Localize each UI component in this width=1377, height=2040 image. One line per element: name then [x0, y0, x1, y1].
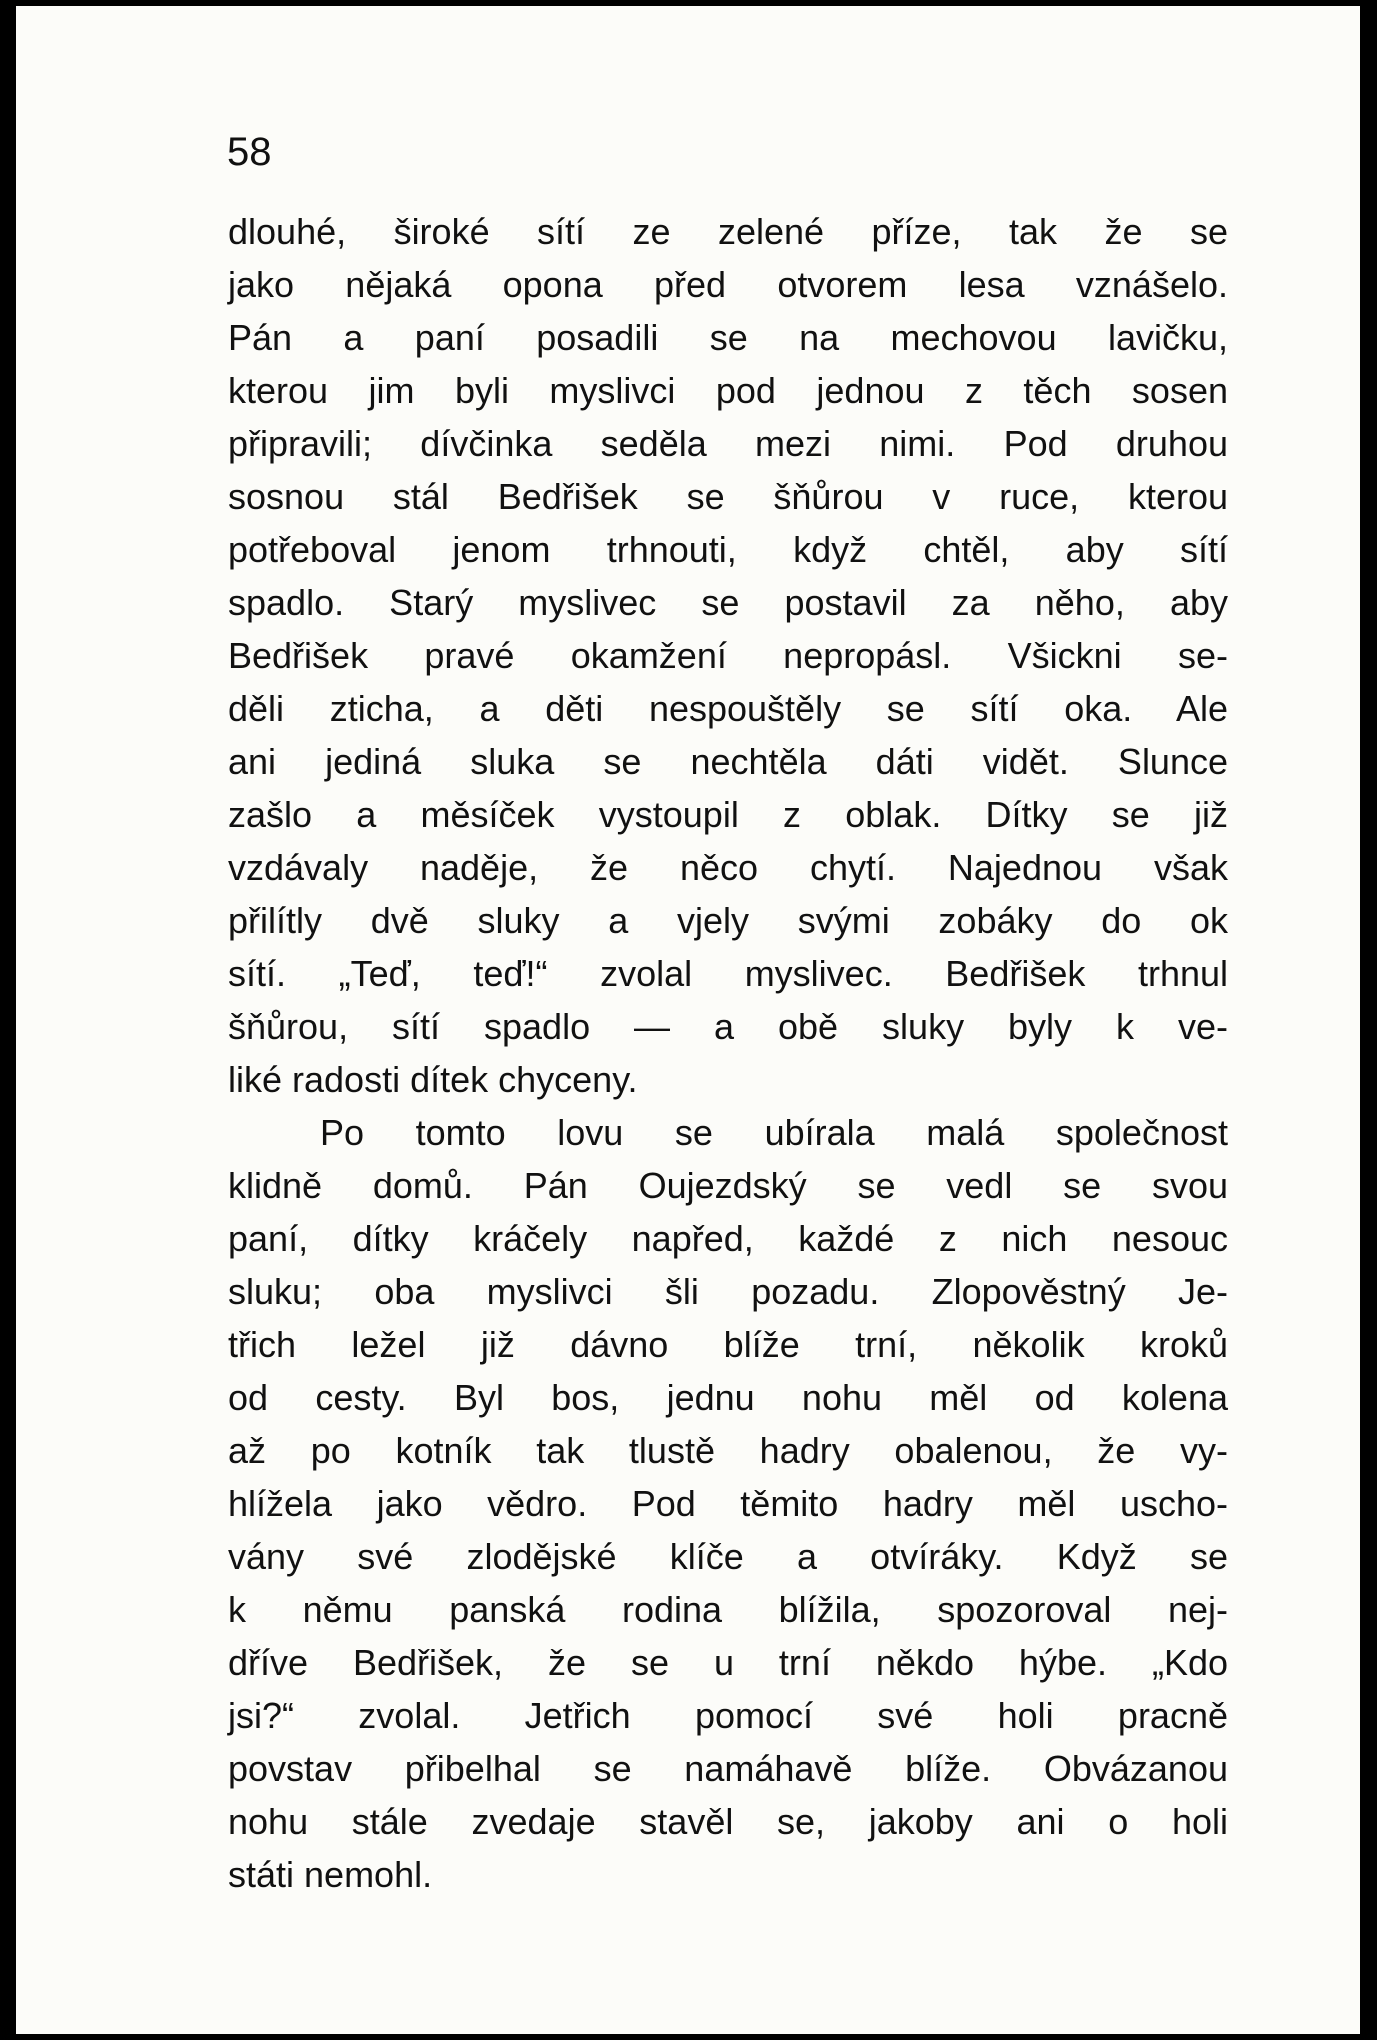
text-line: dlouhé, široké sítí ze zelené příze, tak že se [228, 211, 1228, 252]
paragraph [228, 205, 1228, 1106]
text-line: zašlo a měsíček vystoupil z oblak. Dítky se již [228, 794, 1228, 835]
text-line: přilítly dvě sluky a vjely svými zobáky do ok [228, 900, 1228, 941]
text-line: jsi?“ zvolal. Jetřich pomocí své holi pracně [228, 1695, 1228, 1736]
text-line: klidně domů. Pán Oujezdský se vedl se svou [228, 1165, 1228, 1206]
paragraph [228, 1106, 1228, 1901]
text-line: Pán a paní posadili se na mechovou lavičku, [228, 317, 1228, 358]
text-line: děli zticha, a děti nespouštěly se sítí oka. Ale [228, 688, 1228, 729]
text-line: Bedřišek pravé okamžení nepropásl. Všickni se- [228, 635, 1228, 676]
text-line: jako nějaká opona před otvorem lesa vznášelo. [228, 264, 1228, 305]
page-number: 58 [227, 130, 272, 174]
text-line: až po kotník tak tlustě hadry obalenou, že vy- [228, 1430, 1228, 1471]
text-line: šňůrou, sítí spadlo — a obě sluky byly k ve- [228, 1006, 1228, 1047]
text-line: sluku; oba myslivci šli pozadu. Zlopověstný Je- [228, 1271, 1228, 1312]
text-line: třich ležel již dávno blíže trní, několik kroků [228, 1324, 1228, 1365]
text-line: vány své zlodějské klíče a otvíráky. Když se [228, 1536, 1228, 1577]
text-line: spadlo. Starý myslivec se postavil za něho, aby [228, 582, 1228, 623]
text-line: sosnou stál Bedřišek se šňůrou v ruce, kterou [228, 476, 1228, 517]
text-line: potřeboval jenom trhnouti, když chtěl, aby sítí [228, 529, 1228, 570]
body-text [228, 205, 1228, 1901]
text-line: Po tomto lovu se ubírala malá společnost [320, 1112, 1228, 1153]
text-line: povstav přibelhal se namáhavě blíže. Obvázanou [228, 1748, 1228, 1789]
text-line: připravili; dívčinka seděla mezi nimi. Pod druhou [228, 423, 1228, 464]
text-line: dříve Bedřišek, že se u trní někdo hýbe. „Kdo [228, 1642, 1228, 1683]
text-line: liké radosti dítek chyceny. [228, 1059, 638, 1100]
text-line: vzdávaly naděje, že něco chytí. Najednou však [228, 847, 1228, 888]
text-line: k němu panská rodina blížila, spozoroval nej- [228, 1589, 1228, 1630]
text-line: státi nemohl. [228, 1854, 433, 1895]
text-line: od cesty. Byl bos, jednu nohu měl od kolena [228, 1377, 1228, 1418]
text-line: ani jediná sluka se nechtěla dáti vidět. Slunce [228, 741, 1228, 782]
book-page [16, 6, 1360, 2034]
text-line: nohu stále zvedaje stavěl se, jakoby ani o holi [228, 1801, 1228, 1842]
text-line: kterou jim byli myslivci pod jednou z těch sosen [228, 370, 1228, 411]
text-line: paní, dítky kráčely napřed, každé z nich nesouc [228, 1218, 1228, 1259]
text-line: sítí. „Teď, teď!“ zvolal myslivec. Bedřišek trhnul [228, 953, 1228, 994]
text-line: hlížela jako vědro. Pod těmito hadry měl uscho- [228, 1483, 1228, 1524]
